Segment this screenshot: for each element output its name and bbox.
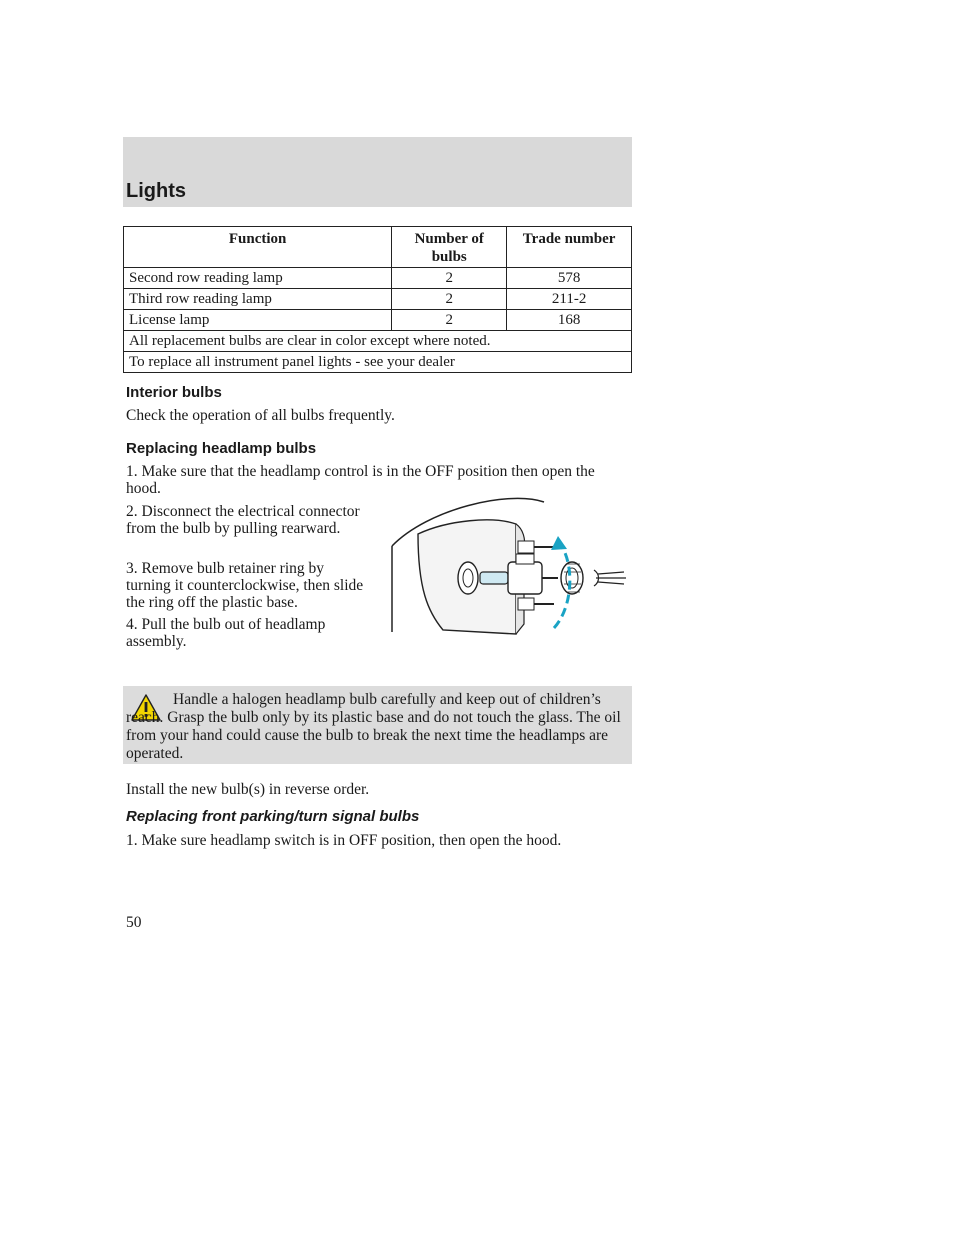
front-parking-heading: Replacing front parking/turn signal bulbs: [126, 808, 420, 825]
header-trade-number: Trade number: [507, 227, 632, 268]
cell-function: Second row reading lamp: [124, 268, 392, 289]
page-number: 50: [126, 914, 142, 931]
table-note-row: [124, 331, 632, 352]
header-number-of-bulbs: [392, 227, 507, 268]
interior-bulbs-text: Check the operation of all bulbs frequently.: [126, 407, 395, 424]
section-title: Lights: [126, 180, 186, 202]
table-row: [124, 310, 632, 331]
cell-number: 2: [392, 268, 507, 289]
bulb-table: [123, 226, 632, 373]
headlamp-heading: Replacing headlamp bulbs: [126, 440, 317, 457]
cell-trade: 168: [507, 310, 632, 331]
cell-trade: 578: [507, 268, 632, 289]
header-function: Function: [124, 227, 392, 268]
front-parking-step-1: 1. Make sure headlamp switch is in OFF position, then open the hood.: [126, 832, 562, 849]
headlamp-step-3: 3. Remove bulb retainer ring by turning it counterclockwise, then slide the ring off the plastic base.: [126, 560, 364, 611]
headlamp-step-1: 1. Make sure that the headlamp control is in the OFF position then open the hood.: [126, 463, 595, 497]
table-header-row: [124, 227, 632, 268]
warning-text: Handle a halogen headlamp bulb carefully and keep out of children’s reach. Grasp the bulb only by its plastic base and do not touch the glass. The oil from your hand could cause the bulb to break the next time the headlamps are operated.: [126, 691, 621, 762]
table-row: [124, 289, 632, 310]
table-row: [124, 268, 632, 289]
headlamp-step-4: 4. Pull the bulb out of headlamp assembly.: [126, 616, 326, 650]
interior-bulbs-heading: Interior bulbs: [126, 384, 222, 401]
header-number-text: Number of bulbs: [414, 231, 484, 265]
cell-number: 2: [392, 289, 507, 310]
header-band: [123, 137, 632, 207]
install-text: Install the new bulb(s) in reverse order.: [126, 781, 370, 798]
cell-function: License lamp: [124, 310, 392, 331]
table-note: All replacement bulbs are clear in color except where noted.: [124, 331, 632, 352]
cell-function: Third row reading lamp: [124, 289, 392, 310]
cell-trade: 211-2: [507, 289, 632, 310]
table-note: To replace all instrument panel lights - see your dealer: [124, 352, 632, 373]
table-note-row: [124, 352, 632, 373]
headlamp-step-2: 2. Disconnect the electrical connector from the bulb by pulling rearward.: [126, 503, 360, 537]
cell-number: 2: [392, 310, 507, 331]
headlamp-bulb-illustration: [388, 494, 632, 644]
